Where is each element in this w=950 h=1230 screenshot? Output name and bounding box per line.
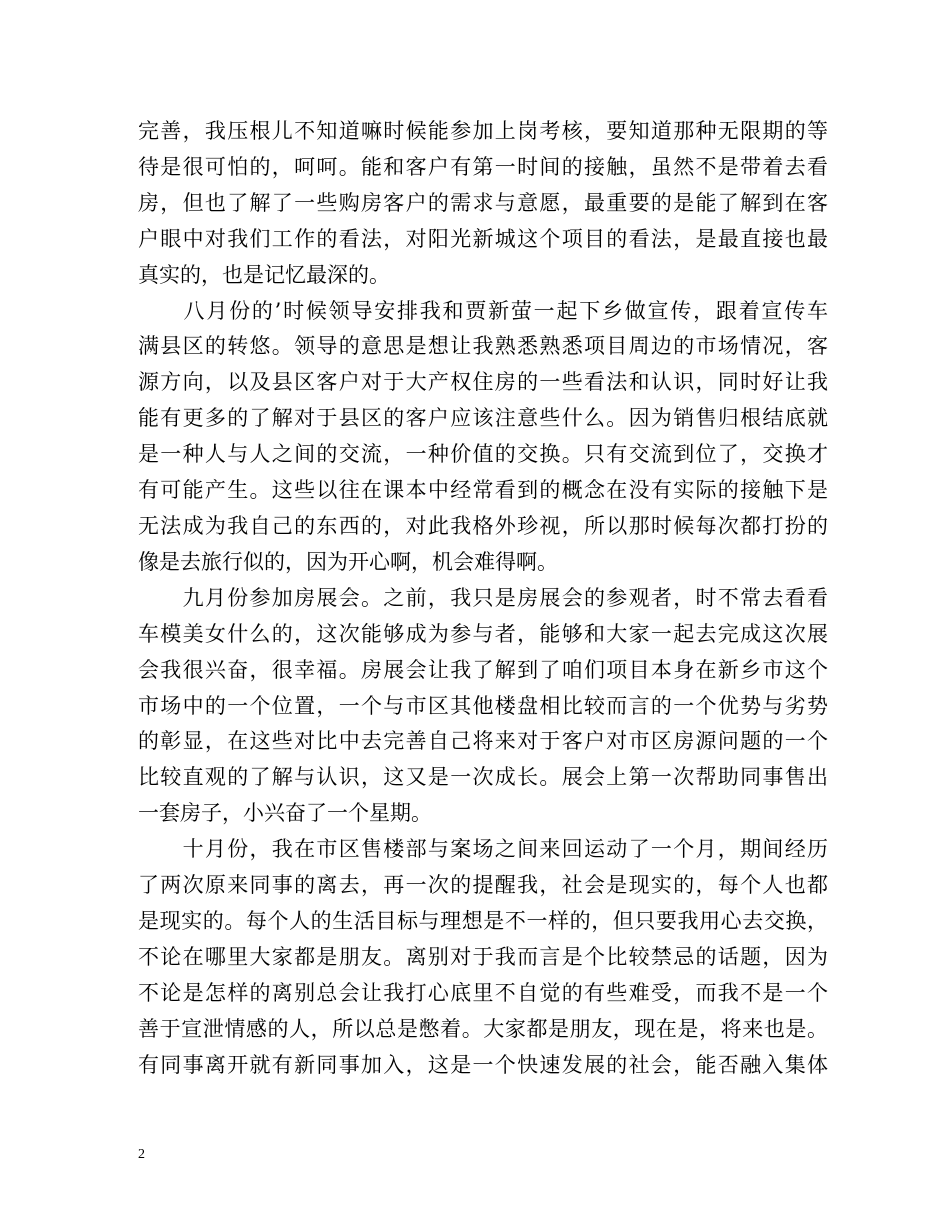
text-line: 的彰显，在这些对比中去完善自己将来对于客户对市区房源问题的一个 — [138, 729, 828, 754]
text-line: 真实的，也是记忆最深的。 — [138, 262, 390, 287]
text-line: 是一种人与人之间的交流，一种价值的交换。只有交流到位了，交换才 — [138, 442, 828, 467]
text-line: 会我很兴奋，很幸福。房展会让我了解到了咱们项目本身在新乡市这个 — [138, 657, 828, 682]
text-line: 房，但也了解了一些购房客户的需求与意愿，最重要的是能了解到在客 — [138, 190, 828, 215]
text-line: 待是很可怕的，呵呵。能和客户有第一时间的接触，虽然不是带着去看 — [138, 154, 828, 179]
text-line: 像是去旅行似的，因为开心啊，机会难得啊。 — [138, 549, 558, 574]
text-line: 有同事离开就有新同事加入，这是一个快速发展的社会，能否融入集体 — [138, 1052, 828, 1077]
text-line: 八月份的’时候领导安排我和贾新萤一起下乡做宣传，跟着宣传车 — [138, 298, 828, 323]
text-line: 车模美女什么的，这次能够成为参与者，能够和大家一起去完成这次展 — [138, 621, 828, 646]
text-line: 源方向，以及县区客户对于大产权住房的一些看法和认识，同时好让我 — [138, 370, 828, 395]
text-line: 满县区的转悠。领导的意思是想让我熟悉熟悉项目周边的市场情况，客 — [138, 334, 828, 359]
text-line: 是现实的。每个人的生活目标与理想是不一样的，但只要我用心去交换， — [138, 908, 828, 933]
body-text — [138, 114, 828, 1083]
text-line: 市场中的一个位置，一个与市区其他楼盘相比较而言的一个优势与劣势 — [138, 693, 828, 718]
text-line: 户眼中对我们工作的看法，对阳光新城这个项目的看法，是最直接也最 — [138, 226, 828, 251]
text-line: 了两次原来同事的离去，再一次的提醒我，社会是现实的，每个人也都 — [138, 873, 828, 898]
text-line: 不论在哪里大家都是朋友。离别对于我而言是个比较禁忌的话题，因为 — [138, 944, 828, 969]
text-line: 能有更多的了解对于县区的客户应该注意些什么。因为销售归根结底就 — [138, 406, 828, 431]
text-line: 十月份，我在市区售楼部与案场之间来回运动了一个月，期间经历 — [138, 837, 828, 862]
text-line: 九月份参加房展会。之前，我只是房展会的参观者，时不常去看看 — [138, 585, 828, 610]
text-line: 无法成为我自己的东西的，对此我格外珍视，所以那时候每次都打扮的 — [138, 513, 828, 538]
text-line: 有可能产生。这些以往在课本中经常看到的概念在没有实际的接触下是 — [138, 478, 828, 503]
text-line: 不论是怎样的离别总会让我打心底里不自觉的有些难受，而我不是一个 — [138, 980, 828, 1005]
page-number: 2 — [138, 1147, 145, 1162]
text-line: 一套房子，小兴奋了一个星期。 — [138, 801, 432, 826]
text-line: 善于宣泄情感的人，所以总是憋着。大家都是朋友，现在是，将来也是。 — [138, 1016, 828, 1041]
text-line: 完善，我压根儿不知道嘛时候能参加上岗考核，要知道那种无限期的等 — [138, 119, 828, 143]
text-line: 比较直观的了解与认识，这又是一次成长。展会上第一次帮助同事售出 — [138, 765, 828, 790]
